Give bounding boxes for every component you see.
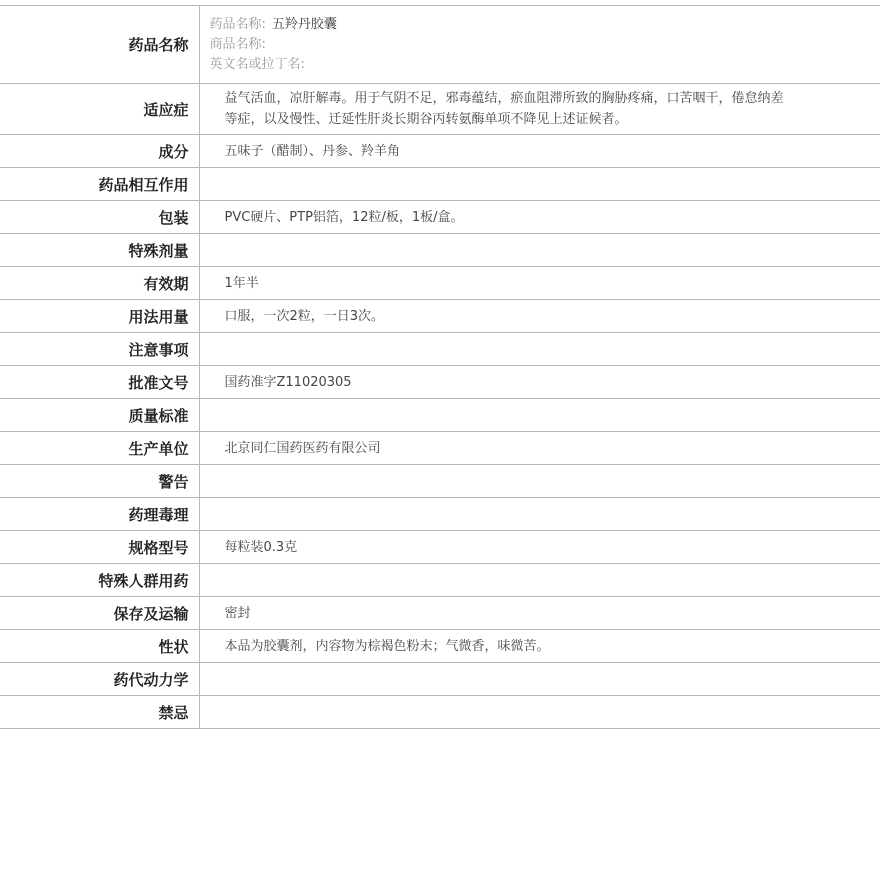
label-specification: 规格型号 — [0, 531, 199, 564]
label-contraindications: 禁忌 — [0, 696, 199, 729]
row-quality-standard — [0, 399, 880, 432]
value-description: 本品为胶囊剂，内容物为棕褐色粉末；气微香，味微苦。 — [199, 630, 880, 663]
row-ingredients — [0, 135, 880, 168]
value-precautions — [199, 333, 880, 366]
label-shelf-life: 有效期 — [0, 267, 199, 300]
value-specification: 每粒装0.3克 — [199, 531, 880, 564]
row-manufacturer — [0, 432, 880, 465]
value-quality-standard — [199, 399, 880, 432]
drug-name-cell — [199, 6, 880, 84]
label-usage: 用法用量 — [0, 300, 199, 333]
row-approval-number — [0, 366, 880, 399]
value-indications-cell — [199, 84, 880, 135]
row-specification — [0, 531, 880, 564]
row-drug-name — [0, 6, 880, 84]
row-warning — [0, 465, 880, 498]
row-precautions — [0, 333, 880, 366]
value-pharmacology — [199, 498, 880, 531]
label-approval-number: 批准文号 — [0, 366, 199, 399]
label-indications: 适应症 — [0, 84, 199, 135]
label-special-population: 特殊人群用药 — [0, 564, 199, 597]
row-description — [0, 630, 880, 663]
row-usage — [0, 300, 880, 333]
label-manufacturer: 生产单位 — [0, 432, 199, 465]
drug-name-value: 五羚丹胶囊 — [271, 16, 337, 32]
value-manufacturer: 北京同仁国药医药有限公司 — [199, 432, 880, 465]
value-ingredients: 五味子（醋制）、丹参、羚羊角 — [199, 135, 880, 168]
value-storage: 密封 — [199, 597, 880, 630]
trade-name-line — [210, 35, 880, 55]
row-pharmacology — [0, 498, 880, 531]
label-ingredients: 成分 — [0, 135, 199, 168]
value-shelf-life: 1年半 — [199, 267, 880, 300]
drug-info-sheet — [0, 5, 880, 729]
label-quality-standard: 质量标准 — [0, 399, 199, 432]
row-special-population — [0, 564, 880, 597]
drug-name-line — [210, 15, 880, 35]
trade-name-key: 商品名称: — [209, 36, 266, 52]
label-pharmacokinetics: 药代动力学 — [0, 663, 199, 696]
value-packaging: PVC硬片、PTP铝箔，12粒/板，1板/盒。 — [199, 201, 880, 234]
label-packaging: 包装 — [0, 201, 199, 234]
label-special-dosage: 特殊剂量 — [0, 234, 199, 267]
label-precautions: 注意事项 — [0, 333, 199, 366]
value-indications: 益气活血，凉肝解毒。用于气阴不足，邪毒蕴结，瘀血阻滞所致的胸胁疼痛，口苦咽干，倦怠纳差等症，以及慢性、迁延性肝炎长期谷丙转氨酶单项不降见上述证候者。 — [224, 91, 784, 127]
value-usage: 口服，一次2粒，一日3次。 — [199, 300, 880, 333]
label-storage: 保存及运输 — [0, 597, 199, 630]
drug-info-table — [0, 5, 880, 729]
label-drug-name: 药品名称 — [0, 6, 199, 84]
value-interactions — [199, 168, 880, 201]
label-pharmacology: 药理毒理 — [0, 498, 199, 531]
row-interactions — [0, 168, 880, 201]
label-interactions: 药品相互作用 — [0, 168, 199, 201]
value-contraindications — [199, 696, 880, 729]
row-storage — [0, 597, 880, 630]
label-warning: 警告 — [0, 465, 199, 498]
latin-name-line — [210, 55, 880, 75]
row-shelf-life — [0, 267, 880, 300]
value-pharmacokinetics — [199, 663, 880, 696]
label-description: 性状 — [0, 630, 199, 663]
row-pharmacokinetics — [0, 663, 880, 696]
row-packaging — [0, 201, 880, 234]
row-contraindications — [0, 696, 880, 729]
row-indications — [0, 84, 880, 135]
row-special-dosage — [0, 234, 880, 267]
latin-name-key: 英文名或拉丁名: — [209, 56, 305, 72]
value-warning — [199, 465, 880, 498]
value-approval-number: 国药准字Z11020305 — [199, 366, 880, 399]
value-special-dosage — [199, 234, 880, 267]
value-special-population — [199, 564, 880, 597]
drug-name-key: 药品名称: — [209, 16, 266, 32]
